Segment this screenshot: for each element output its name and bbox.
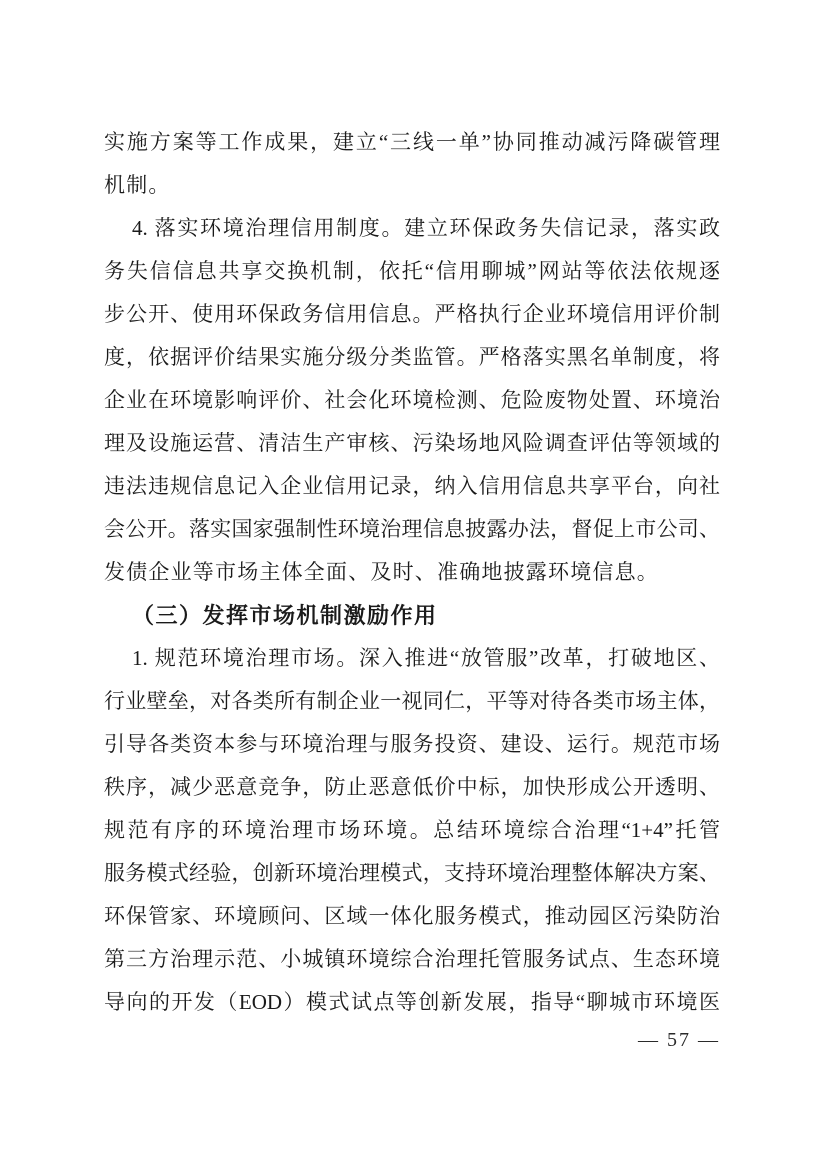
- body-line: 步公开、使用环保政务信用信息。严格执行企业环境信用评价制: [104, 302, 720, 326]
- body-line: 服务模式经验，创新环境治理模式，支持环境治理整体解决方案、: [104, 861, 720, 885]
- body-line: 违法违规信息记入企业信用记录，纳入信用信息共享平台，向社: [104, 474, 720, 498]
- body-line: 行业壁垒，对各类所有制企业一视同仁，平等对待各类市场主体，: [104, 689, 720, 713]
- body-line: 度，依据评价结果实施分级分类监管。严格落实黑名单制度，将: [104, 345, 720, 369]
- body-line: 理及设施运营、清洁生产审核、污染场地风险调查评估等领域的: [104, 431, 720, 455]
- body-line: 机制。: [104, 173, 171, 197]
- body-line: 秩序，减少恶意竞争，防止恶意低价中标，加快形成公开透明、: [104, 775, 720, 799]
- body-line: 企业在环境影响评价、社会化环境检测、危险废物处置、环境治: [104, 388, 720, 412]
- body-line: 会公开。落实国家强制性环境治理信息披露办法，督促上市公司、: [104, 517, 720, 541]
- body-line: 导向的开发（EOD）模式试点等创新发展，指导“聊城市环境医: [104, 990, 720, 1014]
- page-number: — 57 —: [638, 1029, 720, 1051]
- body-line: 实施方案等工作成果，建立“三线一单”协同推动减污降碳管理: [104, 130, 720, 154]
- body-line: 规范有序的环境治理市场环境。总结环境综合治理“1+4”托管: [104, 818, 720, 842]
- page-body: [104, 121, 720, 1024]
- body-line: 引导各类资本参与环境治理与服务投资、建设、运行。规范市场: [104, 732, 720, 756]
- body-line: 务失信信息共享交换机制，依托“信用聊城”网站等依法依规逐: [104, 259, 720, 283]
- body-line: 4. 落实环境治理信用制度。建立环保政务失信记录，落实政: [132, 216, 720, 240]
- section-heading: （三）发挥市场机制激励作用: [132, 603, 438, 628]
- body-line: 1. 规范环境治理市场。深入推进“放管服”改革，打破地区、: [132, 646, 720, 670]
- body-line: 发债企业等市场主体全面、及时、准确地披露环境信息。: [104, 560, 659, 584]
- body-line: 环保管家、环境顾问、区域一体化服务模式，推动园区污染防治: [104, 904, 720, 928]
- body-line: 第三方治理示范、小城镇环境综合治理托管服务试点、生态环境: [104, 947, 720, 971]
